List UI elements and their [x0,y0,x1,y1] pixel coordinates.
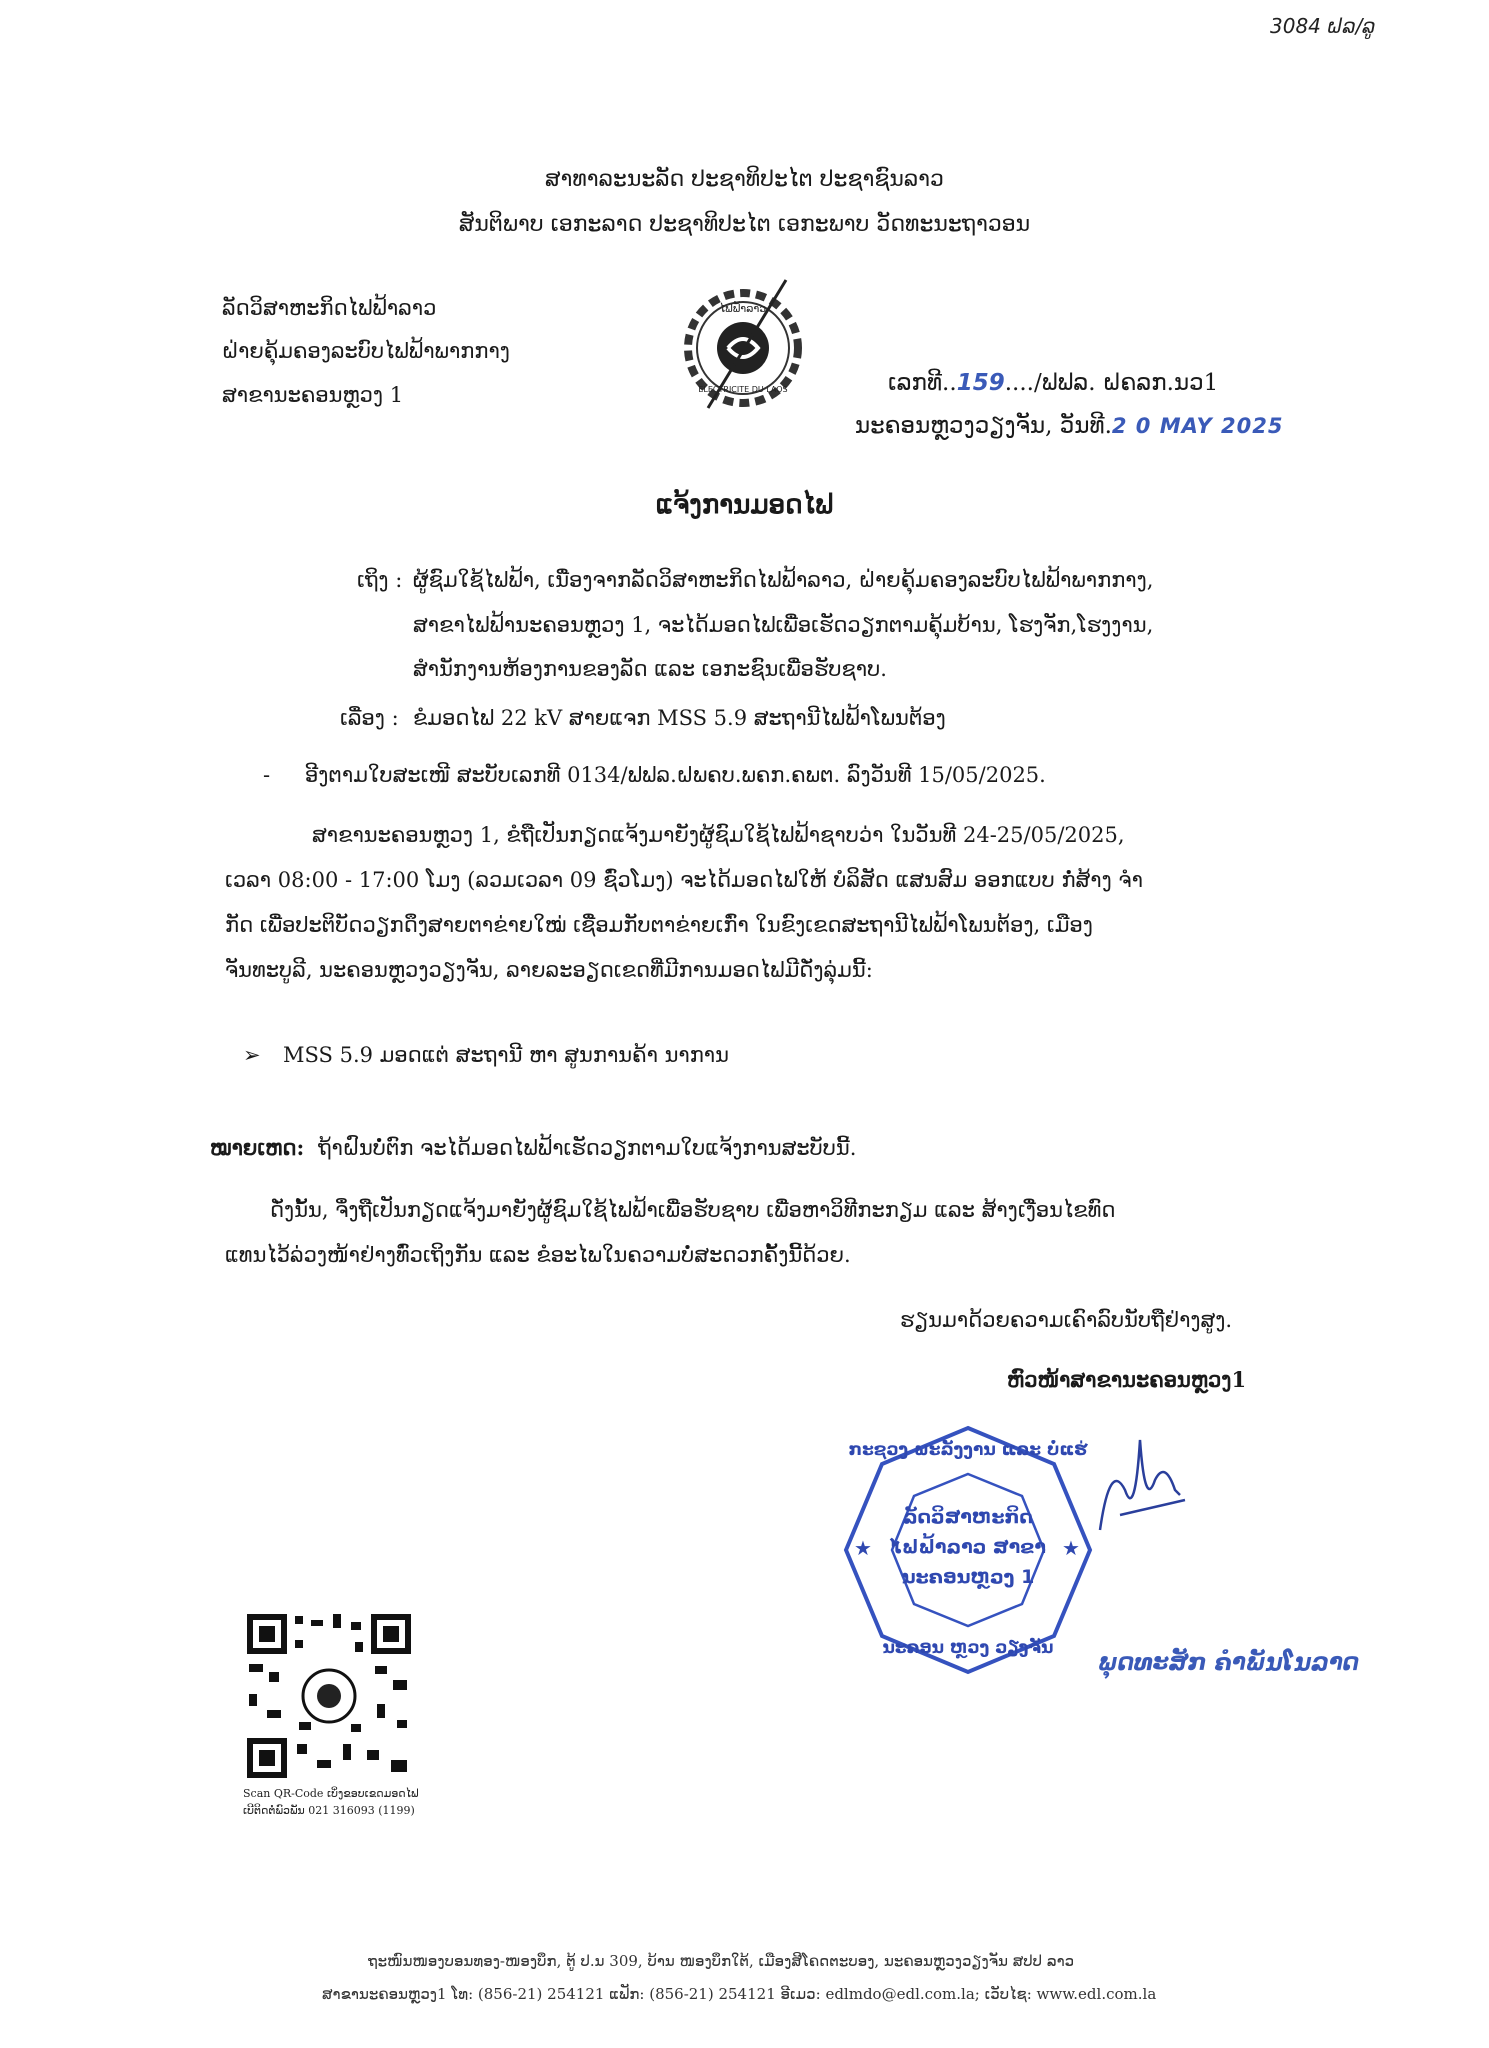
note-label: ໝາຍເຫດ: [210,1135,305,1160]
qr-caption-2: ເບີຕິດຕໍ່ພົວພັນ 021 316093 (1199) [243,1804,415,1817]
official-stamp [838,1420,1098,1680]
reference-number-value: 159 [956,370,1005,396]
to-label: ເຖິງ : [357,568,403,592]
qr-code[interactable] [243,1610,415,1782]
closing-line1: ດັ່ງນັ້ນ, ຈຶ່ງຖືເປັນກຽດແຈ້ງມາຍັງຜູ້ຊົມໃຊ້ໄຟຟ້າເພື່ອຮັບຊາບ ເພື່ອຫາວິທີກະກຽມ ແລະ ສ້າງເງື່ອນໄຂທົດ [270,1198,1116,1222]
date-stamp-value: 2 0 MAY 2025 [1111,414,1284,438]
org-name: ລັດວິສາຫະກິດໄຟຟ້າລາວ [222,296,437,320]
body-line1: ສາຂານະຄອນຫຼວງ 1, ຂໍຖືເປັນກຽດແຈ້ງມາຍັງຜູ້ຊົມໃຊ້ໄຟຟ້າຊາບວ່າ ໃນວັນທີ 24-25/05/2025, [312,823,1125,847]
signatory-title: ຫົວໜ້າສາຂານະຄອນຫຼວງ1 [1007,1367,1247,1392]
note-text: ຖ້າຝົນບໍ່ຕົກ ຈະໄດ້ມອດໄຟຟ້າເຮັດວຽກຕາມໃບແຈ້ງການສະບັບນີ້. [318,1136,857,1160]
org-branch: ສາຂານະຄອນຫຼວງ 1 [222,383,404,407]
stamp-line2: ໄຟຟ້າລາວ ສາຂາ [890,1536,1046,1558]
logo-ring-bottom: ELECTRICITE DU LAOS [698,385,788,394]
place-date-label: ນະຄອນຫຼວງວຽງຈັນ, ວັນທີ. [855,413,1112,439]
reference-number-suffix: ..../ຟຟລ. ຝຄລກ.ນວ1 [1004,370,1219,396]
footer-contacts: ສາຂານະຄອນຫຼວງ1 ໂທ: (856-21) 254121 ແຟັກ: (856-21) 254121 ອີເມວ: edlmdo@edl.com.la; ເວັບໄຊ: www.edl.com.la [322,1985,1157,2003]
stamp-ring-bottom: ນະຄອນ ຫຼວງ ວຽງຈັນ [882,1638,1054,1658]
org-department: ຝ່າຍຄຸ້ມຄອງລະບົບໄຟຟ້າພາກກາງ [222,339,510,363]
footer-address: ຖະໜົນໜອງບອນທອງ-ໜອງບຶກ, ຕູ້ ປ.ນ 309, ບ້ານ ໜອງບຶກໃຕ້, ເມືອງສີໂຄດຕະບອງ, ນະຄອນຫຼວງວຽງຈັນ ສປປ ລາວ [368,1952,1075,1970]
area-text: MSS 5.9 ມອດແຕ່ ສະຖານີ ຫາ ສູນການຄ້າ ນາການ [283,1043,729,1067]
logo-ring-top: ໄຟຟ້າລາວ [719,302,767,315]
closing-line2: ແທນໄວ້ລ່ວງໜ້າຢ່າງທົ່ວເຖິງກັນ ແລະ ຂໍອະໄພໃນຄວາມບໍ່ສະດວກຄັ້ງນີ້ດ້ວຍ. [225,1243,851,1267]
closing-regards: ຮຽນມາດ້ວຍຄວາມເຄົາລົບນັບຖືຢ່າງສູງ. [900,1308,1233,1332]
signatory-name: ພຸດທະສັກ ຄຳພັນໂນລາດ [1098,1650,1360,1676]
edl-logo [668,268,818,418]
subject-text: ຂໍມອດໄຟ 22 kV ສາຍແຈກ MSS 5.9 ສະຖານີໄຟຟ້າໂພນຕ້ອງ [413,706,946,730]
stamp-ring-top: ກະຊວງ ພະລັງງານ ແລະ ບໍ່ແຮ່ [848,1440,1088,1460]
reference-text: ອີງຕາມໃບສະເໜີ ສະບັບເລກທີ 0134/ຟຟລ.ຝພຄບ.ພຄກ.ຄພຕ. ລົງວັນທີ 15/05/2025. [305,763,1046,787]
stamp-star-left-icon: ★ [854,1536,872,1560]
handwritten-reference-note: 3084 ຝລ/ລູ [1270,14,1376,38]
body-line3: ກັດ ເພື່ອປະຕິບັດວຽກດຶງສາຍຕາຂ່າຍໃໝ່ ເຊື່ອມກັບຕາຂ່າຍເກົ່າ ໃນຂົງເຂດສະຖານີໄຟຟ້າໂພນຕ້ອງ, ເມືອງ [225,913,1093,937]
to-line2: ສາຂາໄຟຟ້ານະຄອນຫຼວງ 1, ຈະໄດ້ມອດໄຟເພື່ອເຮັດວຽກຕາມຄຸ້ມບ້ານ, ໂຮງຈັກ,ໂຮງງານ, [413,613,1154,637]
reference-number-label: ເລກທີ.. [888,370,957,396]
body-line2: ເວລາ 08:00 - 17:00 ໂມງ (ລວມເວລາ 09 ຊົ່ວໂມງ) ຈະໄດ້ມອດໄຟໃຫ້ ບໍລິສັດ ແສນສົມ ອອກແບບ ກໍ່ສ້າງ ຈຳ [225,868,1143,892]
to-line3: ສຳນັກງານຫ້ອງການຂອງລັດ ແລະ ເອກະຊົນເພື່ອຮັບຊາບ. [413,657,887,681]
handwritten-signature [1080,1420,1190,1570]
stamp-line1: ລັດວິສາຫະກິດ [903,1506,1033,1528]
national-header-line1: ສາທາລະນະລັດ ປະຊາທິປະໄຕ ປະຊາຊົນລາວ [545,167,944,192]
qr-caption-1: Scan QR-Code ເບິ່ງຂອບເຂດມອດໄຟ [243,1787,419,1800]
area-bullet: ➢ [243,1043,261,1067]
body-line4: ຈັນທະບູລີ, ນະຄອນຫຼວງວຽງຈັນ, ລາຍລະອຽດເຂດທີ່ມີການມອດໄຟມີດັ່ງລຸ່ມນີ້: [225,958,873,982]
to-line1: ຜູ້ຊົມໃຊ້ໄຟຟ້າ, ເນື່ອງຈາກລັດວິສາຫະກິດໄຟຟ້າລາວ, ຝ່າຍຄຸ້ມຄອງລະບົບໄຟຟ້າພາກກາງ, [413,568,1154,592]
stamp-line3: ນະຄອນຫຼວງ 1 [901,1566,1035,1588]
national-header-line2: ສັນຕິພາບ ເອກະລາດ ປະຊາທິປະໄຕ ເອກະພາບ ວັດທະນະຖາວອນ [458,212,1031,237]
stamp-star-right-icon: ★ [1062,1536,1080,1560]
subject-label: ເລື່ອງ : [340,706,399,730]
document-title: ແຈ້ງການມອດໄຟ [655,490,834,520]
place-and-date [855,411,1283,441]
reference-bullet: - [263,763,271,787]
reference-number [888,368,1218,398]
